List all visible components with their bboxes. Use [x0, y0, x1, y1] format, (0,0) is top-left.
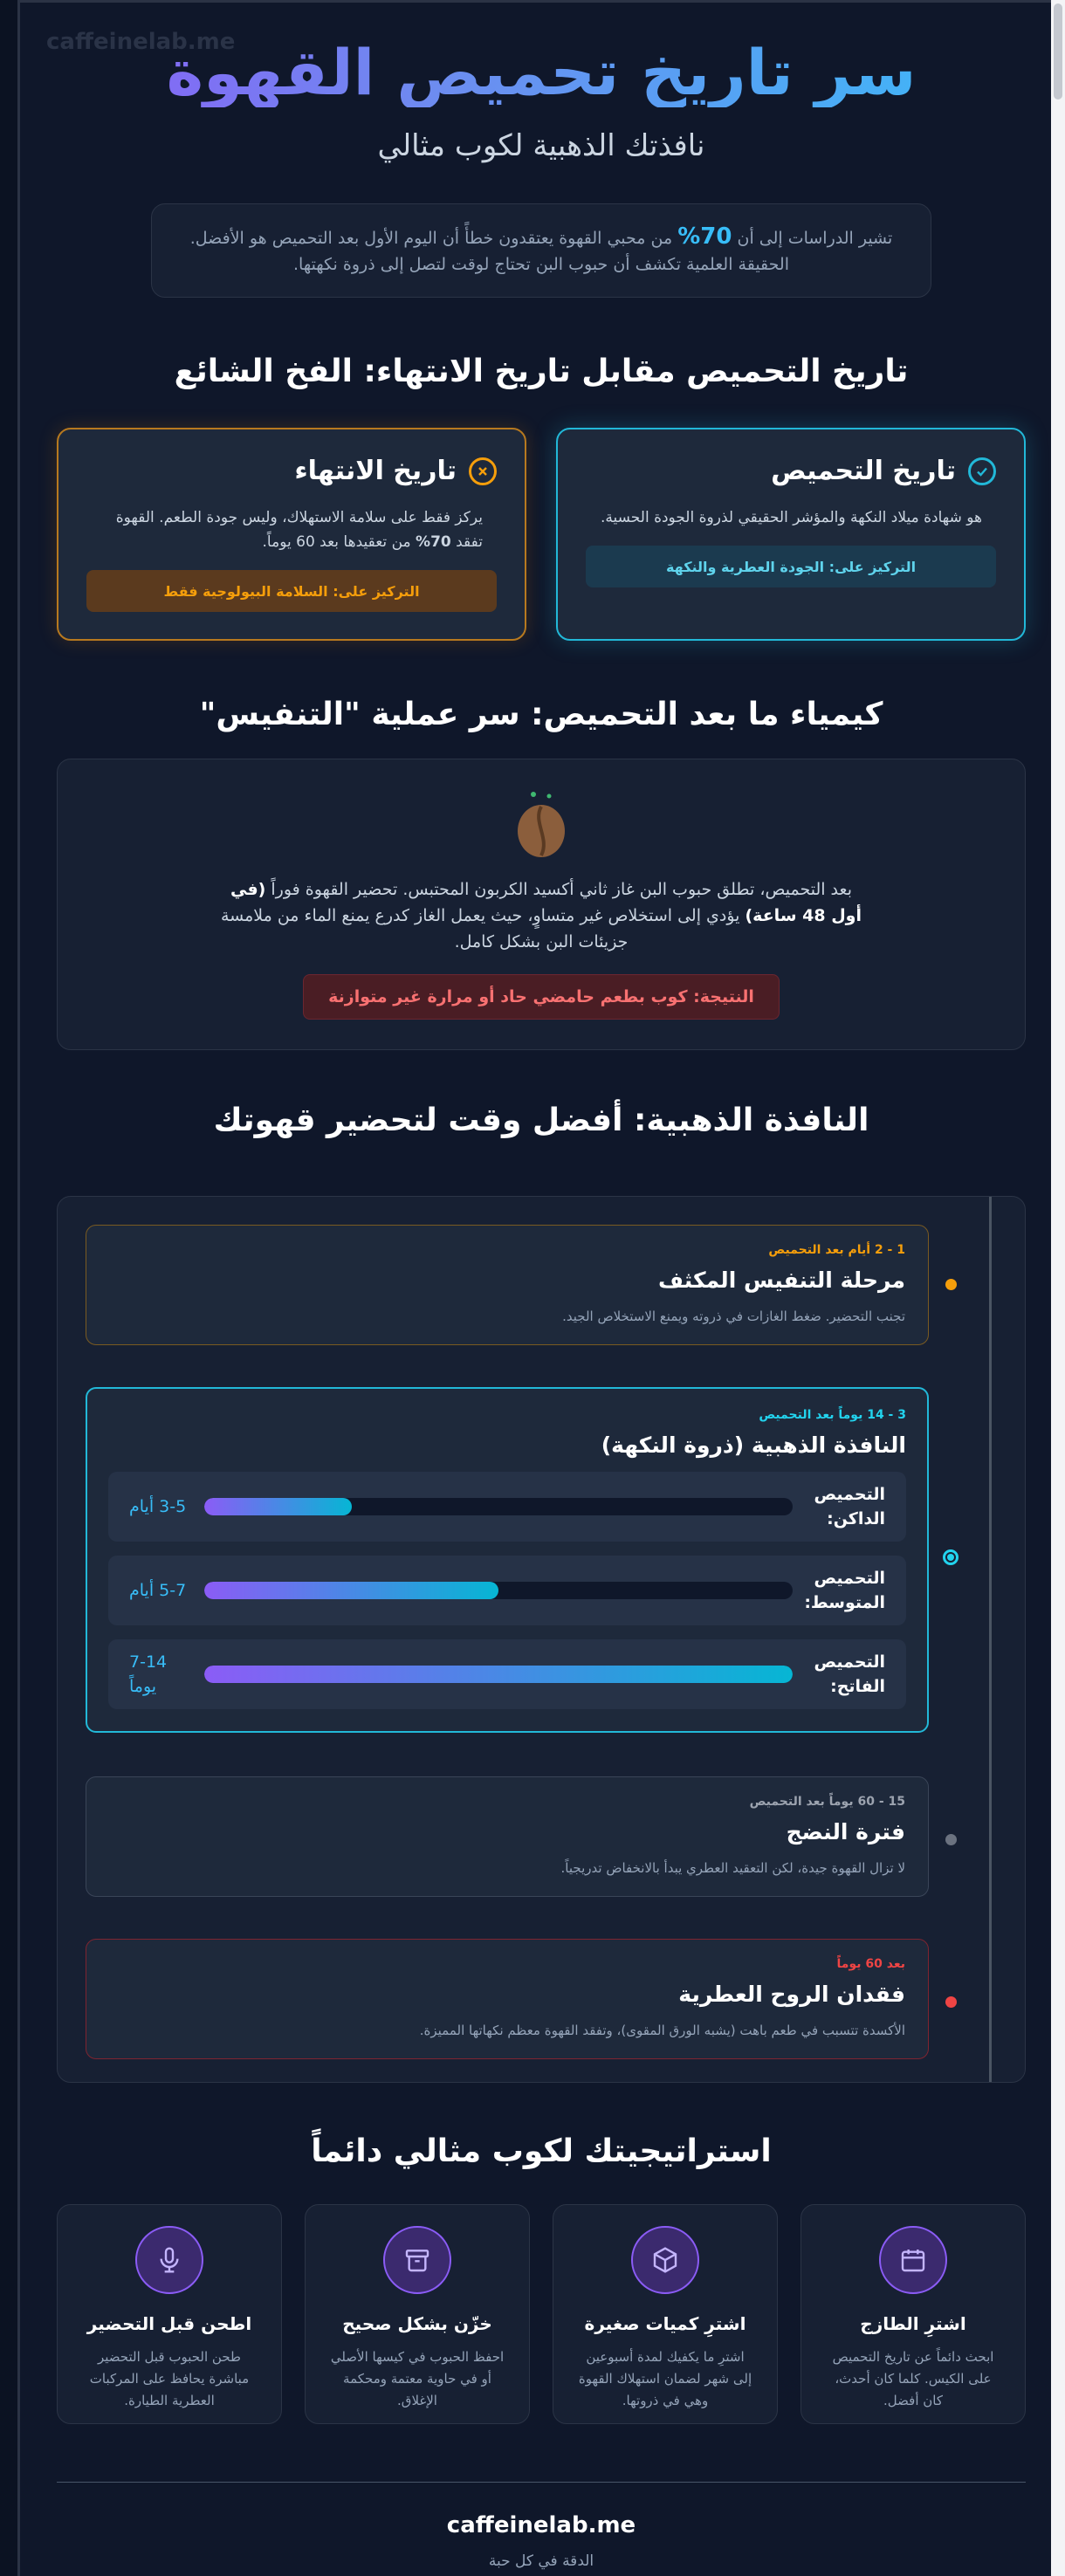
stage-3-desc: لا تزال القهوة جيدة، لكن التعقيد العطري يبدأ بالانخفاض تدريجياً. [560, 1860, 905, 1876]
strategy-buy-small [553, 2204, 778, 2424]
timeline-dot-stage-1 [945, 1279, 957, 1290]
archive-icon [383, 2226, 451, 2294]
timeline-stage-3 [86, 1776, 929, 1897]
stage-4-range: بعد 60 يوماً [836, 1957, 905, 1971]
timeline-dot-stage-4 [945, 1996, 957, 2008]
roast-card-tag: التركيز على: الجودة العطرية والنكهة [586, 546, 996, 587]
timeline-stage-4 [86, 1939, 929, 2059]
calendar-icon [879, 2226, 947, 2294]
strategy-store-correctly [305, 2204, 530, 2424]
bar-track-light [204, 1666, 793, 1683]
footer-tagline: الدقة في كل حبة [488, 2552, 594, 2570]
stage-2-title: النافذة الذهبية (ذروة النكهة) [601, 1432, 906, 1458]
timeline-dot-stage-3 [945, 1834, 957, 1845]
strategy-2-desc: اشترِ ما يكفيك لمدة أسبوعين إلى شهر لضمان استهلاك القهوة وهي في ذروتها. [578, 2349, 752, 2408]
expiry-date-card [57, 428, 526, 641]
bar-track-medium [204, 1582, 793, 1599]
bar-track-dark [204, 1498, 793, 1515]
bar-value-dark: 3-5 أيام [129, 1497, 187, 1516]
expiry-card-header [86, 456, 497, 486]
intro-line-2: الحقيقة العلمية تكشف أن حبوب البن تحتاج لوقت لتصل إلى ذروة نكهتها. [292, 255, 789, 274]
bar-value-light: 7-14 يوماً [129, 1652, 168, 1696]
bar-row-dark-roast [108, 1472, 906, 1542]
stage-4-desc: الأكسدة تتسبب في طعم باهت (يشبه الورق المقوى)، وتفقد القهوة معظم نكهاتها المميزة. [419, 2023, 905, 2038]
strategy-3-desc: احفظ الحبوب في كيسها الأصلي أو في حاوية معتمة ومحكمة الإغلاق. [330, 2349, 505, 2408]
roast-date-card [556, 428, 1026, 641]
bar-label-medium: التحميص المتوسط: [804, 1569, 885, 1612]
degassing-text-bold: (في أول 48 ساعة) [230, 880, 862, 925]
hero-title: سر تاريخ تحميص القهوة [20, 38, 1062, 107]
stage-2-range: 3 - 14 يوماً بعد التحميص [759, 1408, 906, 1422]
strategy-buy-fresh [800, 2204, 1026, 2424]
intro-after: من محبي القهوة يعتقدون خطأً أن اليوم الأول بعد التحميص هو الأفضل. [189, 229, 678, 248]
degassing-text-before: بعد التحميص، تطلق حبوب البن غاز ثاني أكسيد الكربون المحتبس. تحضير القهوة فوراً [265, 880, 852, 899]
stage-1-title: مرحلة التنفيس المكثف [658, 1267, 905, 1293]
expiry-desc-before: يركز فقط على سلامة الاستهلاك، وليس جودة الطعم. القهوة تفقد [115, 509, 483, 551]
expiry-desc-percent: 70% [416, 533, 451, 551]
strategy-4-title: اطحن قبل التحضير [86, 2313, 252, 2334]
scrollbar-thumb[interactable] [1054, 3, 1062, 100]
package-icon [631, 2226, 699, 2294]
watermark: caffeinelab.me [46, 29, 236, 55]
expiry-card-heading: تاريخ الانتهاء [294, 456, 457, 486]
roast-card-desc: هو شهادة ميلاد النكهة والمؤشر الحقيقي لذروة الجودة الحسية. [600, 509, 982, 526]
bar-label-light: التحميص الفاتح: [814, 1652, 885, 1696]
intro-line-1 [176, 223, 906, 251]
timeline-stage-2 [86, 1387, 929, 1733]
comparison-title: تاريخ التحميص مقابل تاريخ الانتهاء: الفخ الشائع [174, 354, 909, 389]
strategies-grid [20, 2204, 1062, 2424]
bar-label-dark: التحميص الداكن: [814, 1485, 885, 1528]
golden-window-title: النافذة الذهبية: أفضل وقت لتحضير قهوتك [213, 1103, 869, 1138]
bar-row-medium-roast [108, 1556, 906, 1625]
timeline [57, 1196, 1026, 2083]
microphone-icon [135, 2226, 203, 2294]
bar-row-light-roast [108, 1639, 906, 1709]
roast-card-heading: تاريخ التحميص [771, 456, 956, 486]
hero-subtitle: نافذتك الذهبية لكوب مثالي [377, 128, 705, 163]
stage-4-title: فقدان الروح العطرية [678, 1982, 905, 2007]
degassing-text-after: يؤدي إلى استخلاص غير متساوٍ، حيث يعمل الغاز كدرع يمنع الماء من ملامسة جزيئات البن بشكل كامل. [220, 906, 746, 951]
expiry-desc-after: من تعقيدها بعد 60 يوماً. [262, 533, 416, 551]
page-scrollbar[interactable] [1051, 0, 1065, 2576]
degassing-title: كيمياء ما بعد التحميص: سر عملية "التنفيس" [199, 697, 883, 732]
stage-1-range: 1 - 2 أيام بعد التحميص [768, 1243, 905, 1257]
footer-divider [57, 2482, 1026, 2483]
degassing-result: النتيجة: كوب بطعم حامضي حاد أو مرارة غير متوازنة [303, 974, 780, 1020]
strategy-4-desc: طحن الحبوب قبل التحضير مباشرة يحافظ على المركبات العطرية الطيارة. [89, 2349, 250, 2408]
footer-brand: caffeinelab.me [446, 2512, 636, 2538]
x-icon [469, 457, 497, 485]
expiry-card-tag: التركيز على: السلامة البيولوجية فقط [86, 570, 497, 612]
comparison-grid [20, 428, 1062, 641]
degassing-text [214, 876, 869, 955]
timeline-dot-stage-2 [943, 1549, 958, 1565]
strategy-1-title: اشترِ الطازج [860, 2313, 966, 2334]
strategies-title: استراتيجيتك لكوب مثالي دائماً [311, 2133, 772, 2169]
expiry-card-desc [86, 505, 497, 554]
intro-before: تشير الدراسات إلى أن [732, 229, 893, 248]
roast-card-header [586, 456, 996, 486]
page-frame [17, 0, 1065, 2576]
bar-fill-light [204, 1666, 793, 1683]
strategy-3-title: خزّن بشكل صحيح [342, 2313, 492, 2334]
stage-3-title: فترة النضج [786, 1819, 905, 1844]
strategy-grind-before [57, 2204, 282, 2424]
timeline-line [989, 1197, 992, 2082]
check-icon [968, 457, 996, 485]
bar-fill-dark [204, 1498, 352, 1515]
strategy-2-title: اشترِ كميات صغيرة [584, 2313, 746, 2334]
strategy-1-desc: ابحث دائماً عن تاريخ التحميص على الكيس. كلما كان أحدث، كان أفضل. [832, 2349, 994, 2408]
stage-3-range: 15 - 60 يوماً بعد التحميص [749, 1795, 905, 1809]
coffee-bean-icon [506, 789, 576, 859]
intro-box [151, 203, 931, 298]
bar-fill-medium [204, 1582, 498, 1599]
degassing-card [57, 759, 1026, 1050]
bar-value-medium: 5-7 أيام [129, 1581, 187, 1600]
timeline-stage-1 [86, 1225, 929, 1345]
intro-percent: 70% [677, 223, 732, 250]
stage-1-desc: تجنب التحضير. ضغط الغازات في ذروته ويمنع الاستخلاص الجيد. [562, 1309, 905, 1324]
